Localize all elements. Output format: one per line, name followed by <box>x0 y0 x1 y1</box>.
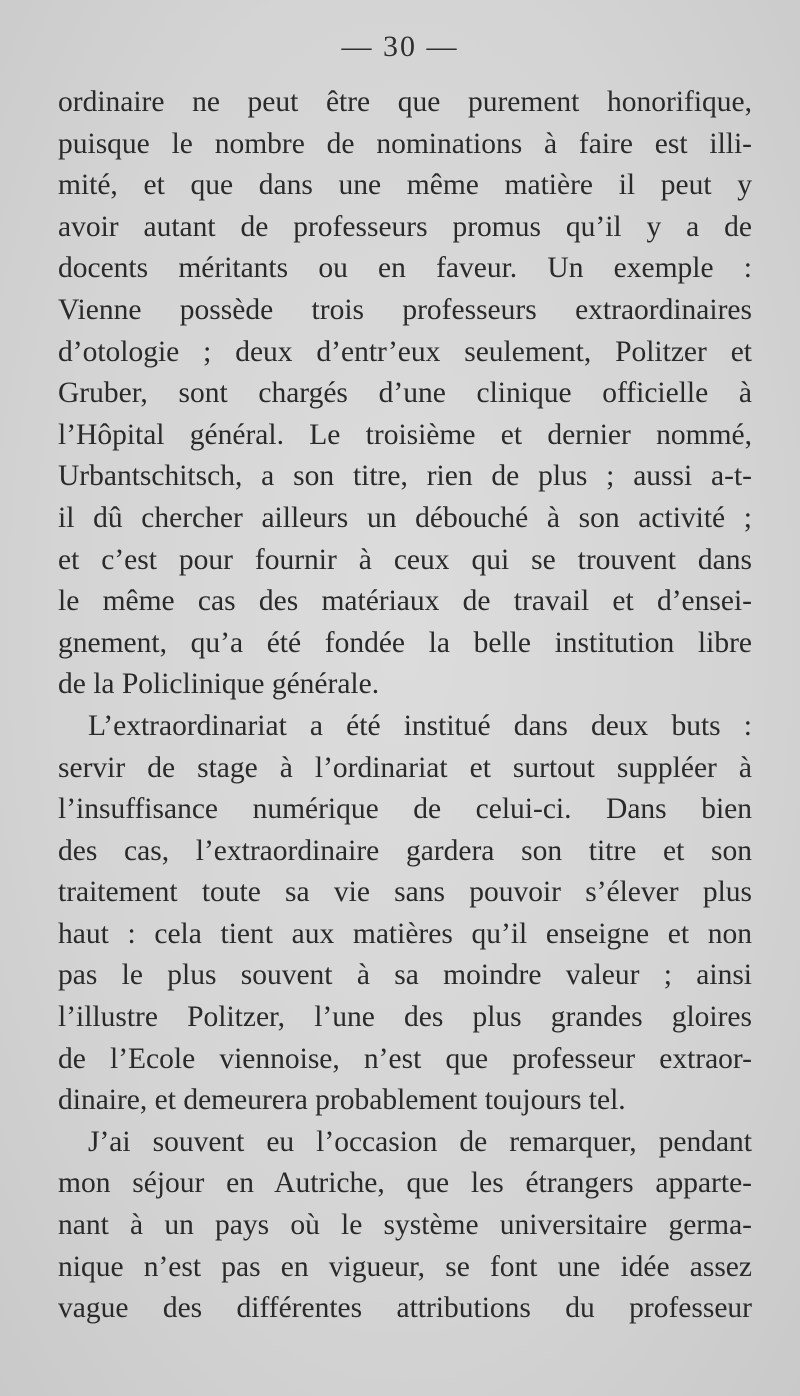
text-line: servir de stage à l’ordinariat et surtout suppléer à <box>58 751 752 784</box>
text-line: de l’Ecole viennoise, n’est que professeur extraor- <box>58 1042 752 1075</box>
text-line: vague des différentes attributions du professeur <box>58 1292 752 1325</box>
text-line: l’insuffisance numérique de celui-ci. Dans bien <box>58 793 752 826</box>
text-line: d’otologie ; deux d’entr’eux seulement, Politzer et <box>58 335 752 368</box>
page-number: — 30 — <box>341 30 459 63</box>
text-line: traitement toute sa vie sans pouvoir s’élever plus <box>58 876 752 909</box>
text-line: ordinaire ne peut être que purement honorifique, <box>58 86 752 118</box>
text-line: Urbantschitsch, a son titre, rien de plus ; aussi a-t- <box>58 460 752 493</box>
text-line: avoir autant de professeurs promus qu’il y a de <box>58 210 752 243</box>
text-line: des cas, l’extraordinaire gardera son titre et son <box>58 834 752 867</box>
text-line: et c’est pour fournir à ceux qui se trouvent dans <box>58 543 752 576</box>
body-text <box>58 82 752 1330</box>
text-line: nant à un pays où le système universitaire germa- <box>58 1209 752 1242</box>
text-line: haut : cela tient aux matières qu’il enseigne et non <box>58 917 752 950</box>
text-line: Gruber, sont chargés d’une clinique officielle à <box>58 377 752 410</box>
text-line: nique n’est pas en vigueur, se font une idée assez <box>58 1250 752 1283</box>
text-line: Vienne possède trois professeurs extraordinaires <box>58 293 752 326</box>
text-line: de la Policlinique générale. <box>58 668 380 701</box>
text-line: puisque le nombre de nominations à faire est illi- <box>58 127 752 160</box>
text-line: L’extraordinariat a été institué dans deux buts : <box>88 709 752 742</box>
text-line: mon séjour en Autriche, que les étrangers apparte- <box>58 1167 752 1200</box>
text-line: J’ai souvent eu l’occasion de remarquer, pendant <box>88 1125 752 1158</box>
text-line: mité, et que dans une même matière il peut y <box>58 169 752 202</box>
text-line: docents méritants ou en faveur. Un exemple : <box>58 252 752 285</box>
text-line: le même cas des matériaux de travail et d’ensei- <box>58 585 752 618</box>
text-line: l’Hôpital général. Le troisième et dernier nommé, <box>58 418 752 451</box>
text-line: dinaire, et demeurera probablement toujours tel. <box>58 1084 626 1117</box>
text-line: il dû chercher ailleurs un débouché à son activité ; <box>58 501 752 534</box>
text-line: gnement, qu’a été fondée la belle institution libre <box>58 626 752 659</box>
text-line: l’illustre Politzer, l’une des plus grandes gloires <box>58 1001 752 1034</box>
text-line: pas le plus souvent à sa moindre valeur ; ainsi <box>58 959 752 992</box>
